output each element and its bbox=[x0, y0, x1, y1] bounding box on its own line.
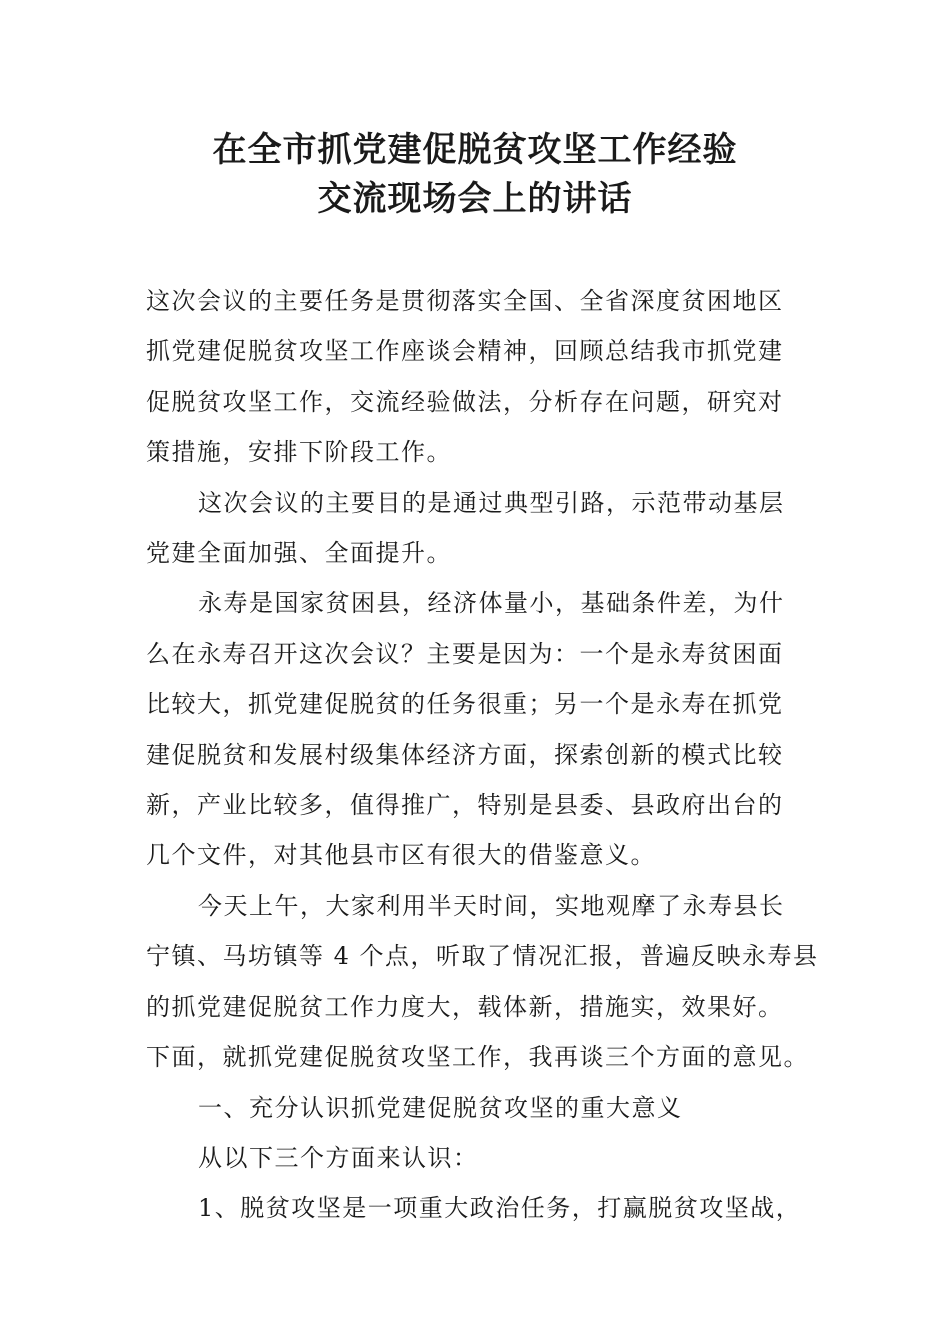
paragraph-line: 促脱贫攻坚工作，交流经验做法，分析存在问题，研究对 bbox=[146, 387, 784, 416]
paragraph-line: 今天上午，大家利用半天时间，实地观摩了永寿县长 bbox=[198, 891, 785, 920]
paragraph-line: 建促脱贫和发展村级集体经济方面，探索创新的模式比较 bbox=[146, 740, 784, 769]
paragraph-line: 永寿是国家贫困县，经济体量小，基础条件差，为什 bbox=[198, 589, 785, 618]
paragraph-line: 这次会议的主要目的是通过典型引路，示范带动基层 bbox=[198, 488, 785, 517]
paragraph-line: 新，产业比较多，值得推广，特别是县委、县政府出台的 bbox=[146, 791, 784, 820]
paragraph-line: 比较大，抓党建促脱贫的任务很重；另一个是永寿在抓党 bbox=[146, 690, 784, 719]
paragraph-line: 的抓党建促脱贫工作力度大，载体新，措施实，效果好。 bbox=[146, 992, 784, 1021]
document-title-line-2: 交流现场会上的讲话 bbox=[317, 179, 633, 219]
paragraph-line: 这次会议的主要任务是贯彻落实全国、全省深度贫困地区 bbox=[146, 287, 784, 315]
paragraph-6 bbox=[146, 1183, 806, 1233]
paragraph-4 bbox=[146, 881, 819, 1083]
paragraph-line: 1、脱贫攻坚是一项重大政治任务，打赢脱贫攻坚战， bbox=[198, 1194, 802, 1223]
heading-line: 一、充分认识抓党建促脱贫攻坚的重大意义 bbox=[198, 1093, 683, 1122]
paragraph-line: 么在永寿召开这次会议？主要是因为：一个是永寿贫困面 bbox=[146, 639, 784, 668]
document-title-line-1: 在全市抓党建促脱贫攻坚工作经验 bbox=[212, 130, 738, 170]
paragraph-line: 几个文件，对其他县市区有很大的借鉴意义。 bbox=[146, 841, 656, 870]
paragraph-1 bbox=[146, 276, 806, 478]
paragraph-line: 抓党建促脱贫攻坚工作座谈会精神，回顾总结我市抓党建 bbox=[146, 337, 784, 366]
document-body bbox=[146, 276, 819, 1234]
paragraph-line: 下面，就抓党建促脱贫攻坚工作，我再谈三个方面的意见。 bbox=[146, 1043, 809, 1072]
paragraph-line: 党建全面加强、全面提升。 bbox=[146, 539, 452, 568]
paragraph-line: 策措施，安排下阶段工作。 bbox=[146, 438, 452, 467]
paragraph-line: 宁镇、马坊镇等 4 个点，听取了情况汇报，普遍反映永寿县 bbox=[146, 942, 819, 971]
paragraph-5 bbox=[146, 1133, 806, 1183]
paragraph-line: 从以下三个方面来认识： bbox=[198, 1143, 479, 1172]
paragraph-2 bbox=[146, 478, 806, 579]
section-heading-1 bbox=[146, 1083, 806, 1133]
paragraph-3 bbox=[146, 578, 806, 880]
